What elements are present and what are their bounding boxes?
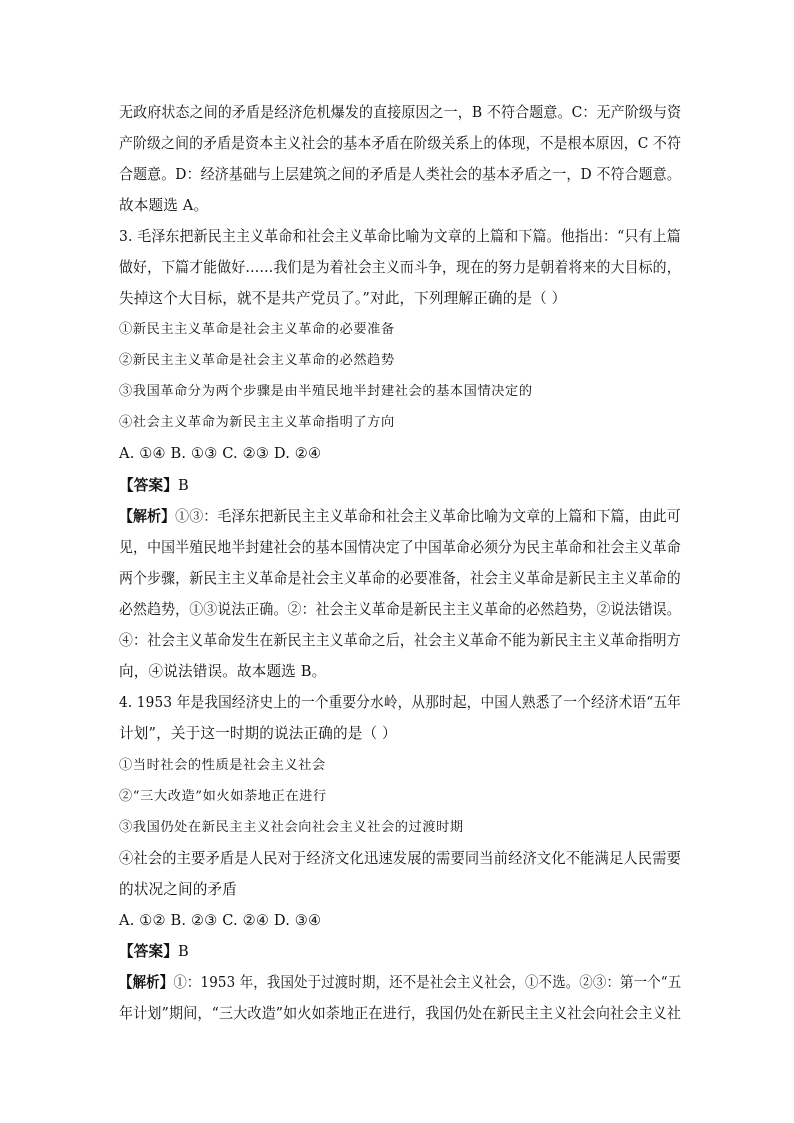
question-3-stem: 做好，下篇才能做好……我们是为着社会主义而斗争，现在的努力是朝着将来的大目标的，	[119, 259, 681, 276]
statement-item: 的状况之间的矛盾	[119, 881, 237, 898]
statement-item: ①当时社会的性质是社会主义社会	[119, 758, 326, 773]
text-line: 故本题选 A。	[119, 197, 209, 214]
statement-item: ②“三大改造”如火如荼地正在进行	[119, 789, 327, 804]
analysis-text: 向，④说法错误。故本题选 B。	[119, 663, 327, 680]
analysis-text: 两个步骤，新民主主义革命是社会主义革命的必要准备，社会主义革命是新民主主义革命的	[119, 570, 681, 587]
statement-item: ④社会的主要矛盾是人民对于经济文化迅速发展的需要同当前经济文化不能满足人民需要	[119, 850, 682, 867]
analysis-line	[119, 973, 681, 993]
answer-choices: A. ①④ B. ①③ C. ②③ D. ②④	[119, 445, 322, 462]
question-3-stem: 失掉这个大目标，就不是共产党员了。”对此，下列理解正确的是（ ）	[119, 290, 567, 307]
answer-line	[119, 942, 189, 962]
statement-item: ①新民主主义革命是社会主义革命的必要准备	[119, 322, 395, 337]
text-line: 无政府状态之间的矛盾是经济危机爆发的直接原因之一，B 不符合题意。C：无产阶级与资	[119, 104, 682, 121]
analysis-label: 【解析】	[119, 508, 176, 525]
analysis-text: ①③：毛泽东把新民主主义革命和社会主义革命比喻为文章的上篇和下篇，由此可	[175, 508, 681, 525]
statement-item: ③我国革命分为两个步骤是由半殖民地半封建社会的基本国情决定的	[119, 384, 533, 399]
answer-value: B	[177, 943, 189, 960]
analysis-text: 必然趋势，①③说法正确。②：社会主义革命是新民主主义革命的必然趋势，②说法错误。	[119, 601, 681, 618]
analysis-label: 【解析】	[119, 974, 174, 991]
analysis-text: 年计划”期间，“三大改造”如火如荼地正在进行，我国仍处在新民主主义社会向社会主义社	[119, 1005, 682, 1022]
text-line: 合题意。D：经济基础与上层建筑之间的矛盾是人类社会的基本矛盾之一，D 不符合题意。	[119, 166, 681, 183]
analysis-text: ①：1953 年，我国处于过渡时期，还不是社会主义社会，①不选。②③：第一个“五	[173, 974, 682, 991]
question-4-stem: 4. 1953 年是我国经济史上的一个重要分水岭，从那时起，中国人熟悉了一个经济术语“五年	[119, 694, 681, 711]
question-3-stem: 3. 毛泽东把新民主主义革命和社会主义革命比喻为文章的上篇和下篇。他指出：“只有上篇	[119, 228, 681, 245]
statement-item: ②新民主主义革命是社会主义革命的必然趋势	[119, 353, 395, 368]
statement-item: ④社会主义革命为新民主主义革命指明了方向	[119, 415, 395, 430]
answer-line	[119, 476, 189, 496]
answer-label: 【答案】	[119, 477, 178, 494]
analysis-line	[119, 507, 681, 527]
answer-value: B	[177, 477, 189, 494]
statement-item: ③我国仍处在新民主主义社会向社会主义社会的过渡时期	[119, 820, 464, 835]
analysis-text: 见，中国半殖民地半封建社会的基本国情决定了中国革命必须分为民主革命和社会主义革命	[119, 539, 681, 556]
answer-label: 【答案】	[119, 943, 178, 960]
answer-choices: A. ①② B. ②③ C. ②④ D. ③④	[119, 912, 322, 929]
text-line: 产阶级之间的矛盾是资本主义社会的基本矛盾在阶级关系上的体现，不是根本原因，C 不符	[119, 135, 682, 152]
question-4-stem: 计划”，关于这一时期的说法正确的是（ ）	[119, 725, 397, 742]
analysis-text: ④：社会主义革命发生在新民主主义革命之后，社会主义革命不能为新民主主义革命指明方	[119, 632, 681, 649]
